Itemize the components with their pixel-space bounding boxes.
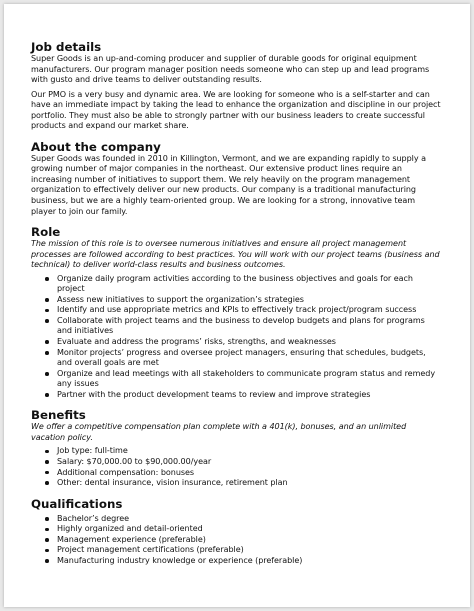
job-details-heading: Job details	[31, 40, 102, 54]
list-item: Additional compensation: bonuses	[57, 468, 442, 479]
list-item: Salary: $70,000.00 to $90,000.00/year	[57, 457, 442, 468]
benefits-heading: Benefits	[31, 408, 86, 423]
document-page	[4, 4, 470, 607]
about-section	[31, 140, 442, 217]
role-section	[31, 225, 442, 400]
list-item: Evaluate and address the programs’ risks, strengths, and weaknesses	[57, 337, 442, 348]
list-item: Other: dental insurance, vision insurance, retirement plan	[57, 478, 442, 489]
list-item: Manufacturing industry knowledge or experience (preferable)	[57, 556, 442, 567]
role-intro: The mission of this role is to oversee numerous initiatives and ensure all project management processes are followed according to best practices. You will work with our project teams (business and technical) to deliver world-class results and business outcomes.	[31, 239, 440, 270]
role-list	[31, 274, 442, 401]
job-details-paragraph-2: Our PMO is a very busy and dynamic area. We are looking for someone who is a self-starter and can have an immediate impact by taking the lead to enhance the organization and discipline in our project portfolio. They must also be able to strongly partner with our business leaders to create successful products and expand our market share.	[31, 89, 441, 131]
qualifications-heading: Qualifications	[31, 496, 123, 511]
list-item: Partner with the product development teams to review and improve strategies	[57, 390, 442, 401]
list-item: Monitor projects’ progress and oversee project managers, ensuring that schedules, budgets, and overall goals are met	[57, 348, 442, 369]
qualifications-list	[31, 514, 442, 567]
list-item: Highly organized and detail-oriented	[57, 524, 442, 535]
job-details-section	[31, 40, 442, 132]
list-item: Management experience (preferable)	[57, 535, 442, 546]
benefits-intro: We offer a competitive compensation plan complete with a 401(k), bonuses, and an unlimited vacation policy.	[31, 422, 407, 442]
list-item: Project management certifications (preferable)	[57, 545, 442, 556]
list-item: Collaborate with project teams and the business to develop budgets and plans for programs and initiatives	[57, 316, 442, 337]
job-details-paragraph-1: Super Goods is an up-and-coming producer and supplier of durable goods for original equipment manufacturers. Our program manager position needs someone who can step up and lead programs with gusto and drive teams to deliver outstanding results.	[31, 54, 430, 85]
list-item: Job type: full-time	[57, 446, 442, 457]
about-heading: About the company	[31, 139, 161, 154]
benefits-section	[31, 408, 442, 488]
list-item: Organize and lead meetings with all stakeholders to communicate program status and remedy any issues	[57, 369, 442, 390]
qualifications-section	[31, 497, 442, 567]
list-item: Bachelor’s degree	[57, 514, 442, 525]
list-item: Assess new initiatives to support the organization’s strategies	[57, 295, 442, 306]
list-item: Organize daily program activities according to the business objectives and goals for each project	[57, 274, 442, 295]
list-item: Identify and use appropriate metrics and KPIs to effectively track project/program success	[57, 305, 442, 316]
about-paragraph: Super Goods was founded in 2010 in Killington, Vermont, and we are expanding rapidly to supply a growing number of major companies in the northeast. Our extensive product lines require an increasing number of initiatives to support them. We rely heavily on the program management organization to effectively deliver our new products. Our company is a traditional manufacturing business, but we are a highly team-oriented group. We are looking for a strong, innovative team player to join our family.	[31, 153, 426, 216]
benefits-list	[31, 446, 442, 488]
role-heading: Role	[31, 225, 61, 240]
